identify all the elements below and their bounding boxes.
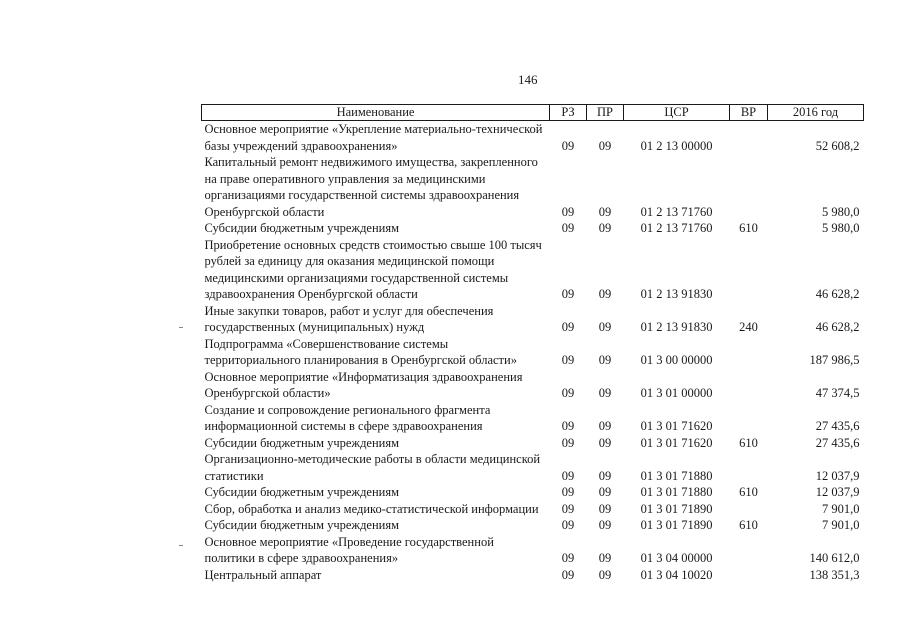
row-name: Создание и сопровождение регионального фрагмента информационной системы в сфере здравоохранения (204, 402, 491, 433)
table-row (202, 451, 864, 484)
row-name: Иные закупки товаров, работ и услуг для обеспечения государственных (муниципальных) нужд (204, 303, 494, 334)
row-sum: 12 037,9 (815, 485, 860, 499)
row-csr: 01 2 13 91830 (640, 287, 713, 301)
row-pr: 09 (598, 485, 612, 499)
row-sum: 47 374,5 (815, 386, 860, 400)
row-vr: 610 (739, 518, 758, 532)
row-pr: 09 (598, 419, 612, 433)
row-name: Субсидии бюджетным учреждениям (204, 435, 400, 450)
row-pr: 09 (598, 501, 612, 516)
row-pr: 09 (598, 221, 612, 235)
table-row (202, 435, 864, 452)
row-vr: 610 (739, 485, 758, 499)
row-csr: 01 3 01 71880 (640, 485, 713, 499)
row-pr: 09 (598, 435, 612, 450)
row-rz: 09 (561, 386, 575, 400)
table-row (202, 534, 864, 567)
row-rz: 09 (561, 138, 575, 153)
row-vr: 610 (739, 435, 758, 450)
table-row (202, 484, 864, 501)
row-sum: 52 608,2 (815, 138, 860, 153)
row-pr: 09 (598, 567, 612, 582)
table-row (202, 402, 864, 435)
row-rz: 09 (561, 485, 575, 499)
margin-mark (179, 327, 183, 328)
budget-table (201, 104, 864, 583)
row-sum: 7 901,0 (822, 501, 860, 516)
row-vr: 610 (739, 221, 758, 235)
row-name: Подпрограмма «Совершенствование системы территориального планирования в Оренбургской области» (204, 336, 517, 367)
row-name: Основное мероприятие «Информатизация здравоохранения Оренбургской области» (204, 369, 523, 400)
row-sum: 7 901,0 (822, 518, 860, 532)
row-pr: 09 (598, 551, 612, 565)
row-name: Субсидии бюджетным учреждениям (204, 485, 400, 499)
table-body (202, 121, 864, 584)
row-rz: 09 (561, 204, 575, 219)
row-vr: 240 (739, 320, 758, 334)
row-vr (730, 237, 768, 303)
row-name: Капитальный ремонт недвижимого имущества, закрепленного на праве оперативного управления за медицинскими организациями государственной системы здравоохранения Оренбургской области (204, 155, 538, 219)
row-sum: 138 351,3 (809, 567, 860, 582)
row-csr: 01 3 04 00000 (640, 551, 713, 565)
row-pr: 09 (598, 518, 612, 532)
row-pr: 09 (598, 287, 612, 301)
row-name: Приобретение основных средств стоимостью свыше 100 тысяч рублей за единицу для оказания медицинской помощи медицинскими организациями государственной системы здравоохранения Оренбургской области (204, 237, 542, 301)
table-header-row (202, 105, 864, 121)
row-vr (730, 534, 768, 567)
row-csr: 01 3 01 71890 (640, 518, 713, 532)
row-vr (730, 501, 768, 518)
table-row (202, 567, 864, 584)
row-sum: 187 986,5 (809, 353, 860, 367)
row-sum: 5 980,0 (822, 221, 860, 235)
table-row (202, 154, 864, 220)
row-csr: 01 3 01 71620 (640, 419, 713, 433)
header-vr: ВР (730, 105, 768, 121)
row-rz: 09 (561, 468, 575, 483)
row-vr (730, 402, 768, 435)
margin-mark (179, 545, 183, 546)
row-vr (730, 451, 768, 484)
row-name: Основное мероприятие «Укрепление материально-технической базы учреждений здравоохранения» (204, 122, 543, 153)
row-rz: 09 (561, 320, 575, 334)
row-csr: 01 2 13 91830 (640, 320, 713, 334)
header-year: 2016 год (768, 105, 864, 121)
header-csr: ЦСР (624, 105, 730, 121)
row-name: Субсидии бюджетным учреждениям (204, 221, 400, 235)
row-sum: 5 980,0 (822, 204, 860, 219)
row-csr: 01 2 13 71760 (640, 221, 713, 235)
row-rz: 09 (561, 501, 575, 516)
row-sum: 140 612,0 (809, 551, 860, 565)
row-rz: 09 (561, 353, 575, 367)
row-sum: 27 435,6 (815, 419, 860, 433)
row-pr: 09 (598, 353, 612, 367)
row-csr: 01 2 13 71760 (640, 204, 713, 219)
row-vr (730, 567, 768, 584)
row-name: Субсидии бюджетным учреждениям (204, 518, 400, 532)
row-vr (730, 369, 768, 402)
table-row (202, 237, 864, 303)
row-vr (730, 336, 768, 369)
row-pr: 09 (598, 320, 612, 334)
row-csr: 01 3 01 00000 (640, 386, 713, 400)
table-row (202, 501, 864, 518)
row-pr: 09 (598, 386, 612, 400)
row-vr (730, 154, 768, 220)
row-sum: 12 037,9 (815, 468, 860, 483)
row-csr: 01 3 00 00000 (640, 353, 713, 367)
header-rz: РЗ (550, 105, 587, 121)
row-rz: 09 (561, 551, 575, 565)
table-row (202, 517, 864, 534)
row-rz: 09 (561, 435, 575, 450)
table-row (202, 303, 864, 336)
row-csr: 01 3 01 71620 (640, 435, 713, 450)
header-pr: ПР (587, 105, 624, 121)
row-vr (730, 121, 768, 155)
row-sum: 46 628,2 (815, 320, 860, 334)
row-rz: 09 (561, 287, 575, 301)
row-csr: 01 3 01 71890 (640, 501, 713, 516)
row-name: Организационно-методические работы в области медицинской статистики (204, 452, 541, 483)
row-pr: 09 (598, 468, 612, 483)
row-sum: 46 628,2 (815, 287, 860, 301)
row-csr: 01 2 13 00000 (640, 138, 713, 153)
row-pr: 09 (598, 138, 612, 153)
row-name: Сбор, обработка и анализ медико-статистической информации (204, 501, 539, 516)
page-number: 146 (518, 72, 538, 87)
row-rz: 09 (561, 419, 575, 433)
row-pr: 09 (598, 204, 612, 219)
row-sum: 27 435,6 (815, 435, 860, 450)
header-name: Наименование (202, 105, 550, 121)
row-name: Основное мероприятие «Проведение государственной политики в сфере здравоохранения» (204, 534, 494, 565)
table-row (202, 220, 864, 237)
row-name: Центральный аппарат (204, 567, 322, 582)
row-csr: 01 3 01 71880 (640, 468, 713, 483)
row-rz: 09 (561, 221, 575, 235)
row-csr: 01 3 04 10020 (640, 567, 713, 582)
table-row (202, 121, 864, 155)
row-rz: 09 (561, 518, 575, 532)
table-row (202, 336, 864, 369)
row-rz: 09 (561, 567, 575, 582)
table-row (202, 369, 864, 402)
